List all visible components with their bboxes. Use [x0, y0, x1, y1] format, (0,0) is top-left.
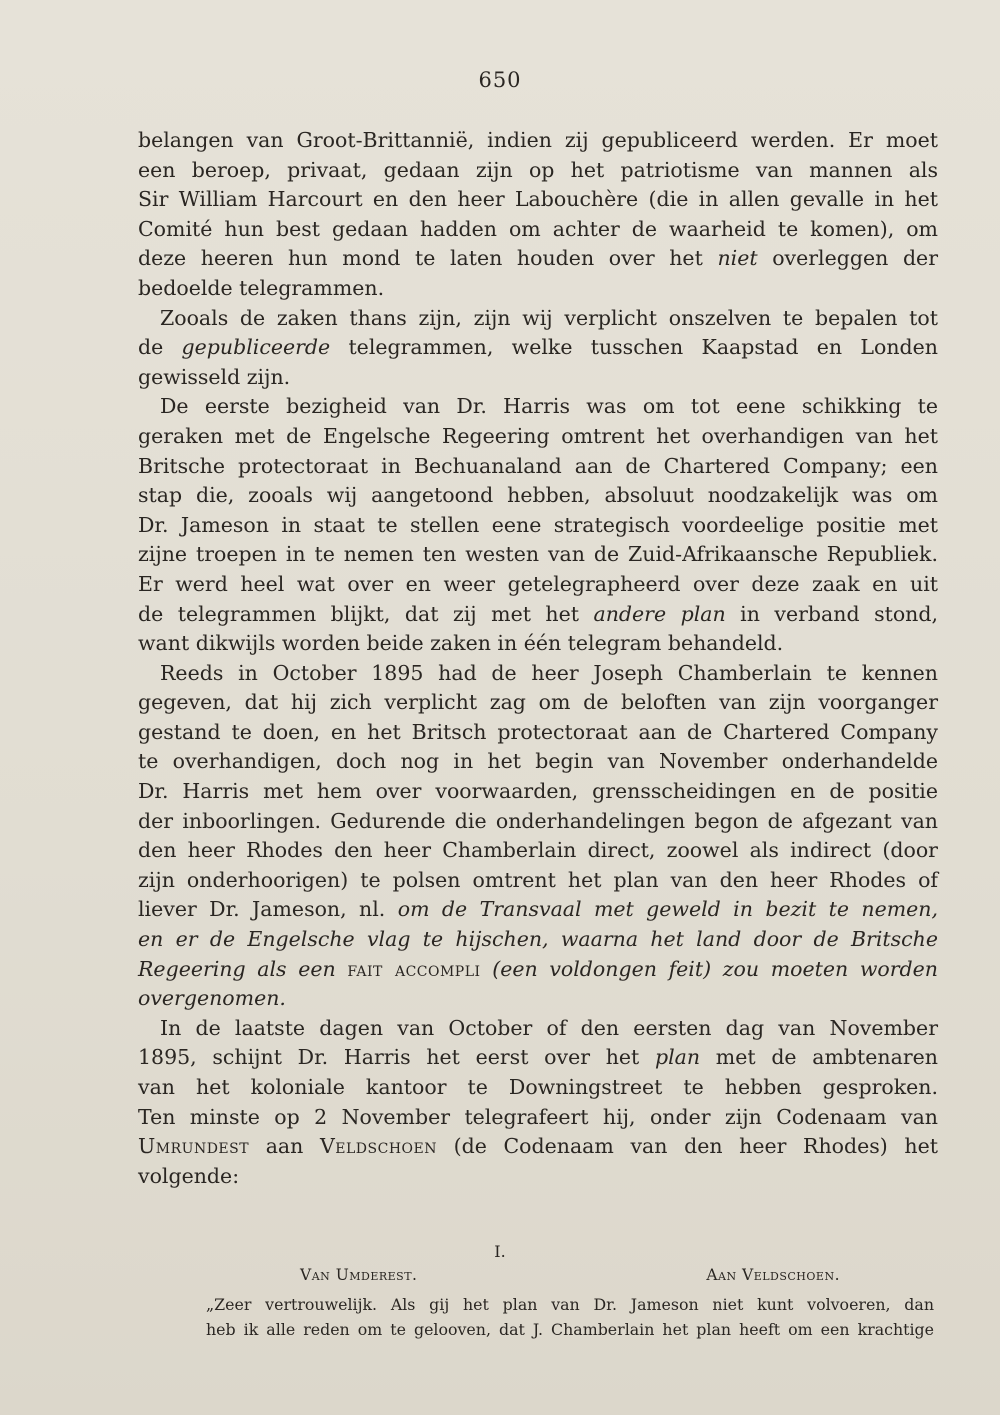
text-segment: met de ambtenaren: [700, 1045, 938, 1070]
text-line: [138, 984, 938, 1014]
text-line: [138, 274, 938, 304]
telegram-text: [206, 1292, 934, 1342]
text-segment: aan: [249, 1134, 320, 1159]
text-segment: een beroep, privaat, gedaan zijn op het patriotisme van mannen als: [138, 157, 938, 182]
small-caps-text: Veldschoen: [319, 1134, 437, 1159]
text-segment: gegeven, dat hij zich verplicht zag om de beloften van zijn voorganger: [138, 690, 938, 715]
text-segment: Sir William Harcourt en den heer Labouchère (die in allen gevalle in het: [138, 187, 938, 212]
text-line: [138, 540, 938, 570]
body-text: [138, 126, 938, 1191]
text-segment: gestand te doen, en het Britsch protectoraat aan de Chartered Company: [138, 719, 938, 744]
text-line: [138, 481, 938, 511]
text-line: [138, 807, 938, 837]
italic-text: Regeering als een: [138, 956, 348, 981]
text-segment: Er werd heel wat over en weer getelegrapheerd over deze zaak en uit: [138, 571, 938, 596]
text-line: [138, 718, 938, 748]
text-segment: geraken met de Engelsche Regeering omtrent het overhandigen van het: [138, 423, 938, 448]
text-segment: der inboorlingen. Gedurende die onderhandelingen begon de afgezant van: [138, 808, 938, 833]
text-line: [138, 126, 938, 156]
text-segment: (de Codenaam van den heer Rhodes) het: [436, 1134, 938, 1159]
italic-text: om de Transvaal met geweld in bezit te nemen,: [397, 897, 938, 922]
text-line: [138, 955, 938, 985]
text-line: [138, 452, 938, 482]
text-line: [138, 570, 938, 600]
text-line: [138, 925, 938, 955]
text-segment: de telegrammen blijkt, dat zij met het: [138, 601, 594, 626]
text-line: [138, 836, 938, 866]
text-segment: Reeds in October 1895 had de heer Joseph Chamberlain te kennen: [160, 660, 938, 685]
italic-text: (een voldongen feit) zou moeten worden: [480, 956, 938, 981]
text-line: [138, 333, 938, 363]
text-segment: in verband stond,: [725, 601, 939, 626]
text-line: [138, 185, 938, 215]
text-line: [138, 363, 938, 393]
text-segment: gewisseld zijn.: [138, 364, 291, 389]
italic-text: andere plan: [593, 601, 726, 626]
small-caps-text: fait accompli: [347, 956, 481, 981]
text-line: [138, 1073, 938, 1103]
text-segment: Comité hun best gedaan hadden om achter de waarheid te komen), om: [138, 216, 938, 241]
text-line: [138, 777, 938, 807]
text-line: [138, 600, 938, 630]
telegram-recipient: Aan Veldschoen.: [706, 1266, 840, 1284]
telegram-sender: Van Umderest.: [300, 1266, 418, 1284]
text-segment: want dikwijls worden beide zaken in één telegram behandeld.: [138, 631, 784, 656]
text-line: [138, 866, 938, 896]
telegram-line: „Zeer vertrouwelijk. Als gij het plan van Dr. Jameson niet kunt volvoeren, dan: [206, 1295, 934, 1314]
text-segment: deze heeren hun mond te laten houden over het: [138, 246, 718, 271]
page-number: 650: [478, 68, 522, 92]
telegram-line: heb ik alle reden om te gelooven, dat J. Chamberlain het plan heeft om een krachtige: [206, 1320, 934, 1339]
text-segment: overleggen der: [757, 246, 938, 271]
text-segment: Britsche protectoraat in Bechuanaland aan de Chartered Company; een: [138, 453, 938, 478]
text-segment: In de laatste dagen van October of den eersten dag van November: [160, 1015, 938, 1040]
italic-text: en er de Engelsche vlag te hijschen, waarna het land door de Britsche: [138, 927, 938, 952]
text-segment: van het koloniale kantoor te Downingstreet te hebben gesproken.: [138, 1075, 938, 1099]
text-line: [138, 1103, 938, 1133]
text-segment: den heer Rhodes den heer Chamberlain direct, zoowel als indirect (door: [138, 838, 938, 863]
text-segment: de: [138, 335, 182, 360]
text-segment: Zooals de zaken thans zijn, zijn wij verplicht onszelven te bepalen tot: [160, 305, 938, 330]
text-line: [138, 244, 938, 274]
text-line: [138, 1132, 938, 1162]
small-caps-text: Umrundest: [138, 1134, 250, 1159]
italic-text: gepubliceerde: [181, 335, 331, 360]
text-line: [138, 1043, 938, 1073]
text-line: [138, 156, 938, 186]
text-line: [138, 747, 938, 777]
text-segment: 1895, schijnt Dr. Harris het eerst over het: [138, 1045, 655, 1070]
text-line: [138, 659, 938, 689]
text-segment: Dr. Harris met hem over voorwaarden, grensscheidingen en de positie: [138, 779, 938, 804]
text-line: [138, 304, 938, 334]
telegram-number: I.: [494, 1242, 506, 1261]
text-line: [138, 895, 938, 925]
text-segment: te overhandigen, doch nog in het begin van November onderhandelde: [138, 749, 938, 774]
text-segment: zijne troepen in te nemen ten westen van de Zuid-Afrikaansche Republiek.: [138, 542, 938, 567]
text-segment: Dr. Jameson in staat te stellen eene strategisch voordeelige positie met: [138, 512, 938, 537]
text-segment: zijn onderhoorigen) te polsen omtrent het plan van den heer Rhodes of: [138, 867, 938, 892]
text-segment: volgende:: [138, 1163, 240, 1188]
text-segment: stap die, zooals wij aangetoond hebben, absoluut noodzakelijk was om: [138, 483, 938, 508]
text-segment: belangen van Groot-Brittannië, indien zij gepubliceerd werden. Er moet: [138, 128, 938, 152]
text-segment: liever Dr. Jameson, nl.: [138, 897, 398, 922]
text-line: [138, 422, 938, 452]
text-line: [138, 629, 938, 659]
text-line: [138, 511, 938, 541]
text-line: [138, 688, 938, 718]
text-segment: De eerste bezigheid van Dr. Harris was om tot eene schikking te: [160, 394, 938, 419]
text-segment: telegrammen, welke tusschen Kaapstad en Londen: [330, 335, 938, 360]
text-segment: bedoelde telegrammen.: [138, 275, 385, 300]
text-line: [138, 1014, 938, 1044]
text-line: [138, 1162, 938, 1192]
telegram-header: [300, 1266, 840, 1284]
text-line: [138, 215, 938, 245]
text-segment: Ten minste op 2 November telegrafeert hij, onder zijn Codenaam van: [138, 1104, 938, 1129]
italic-text: niet: [717, 246, 758, 271]
italic-text: plan: [654, 1045, 701, 1070]
text-line: [138, 392, 938, 422]
italic-text: overgenomen.: [138, 986, 286, 1011]
